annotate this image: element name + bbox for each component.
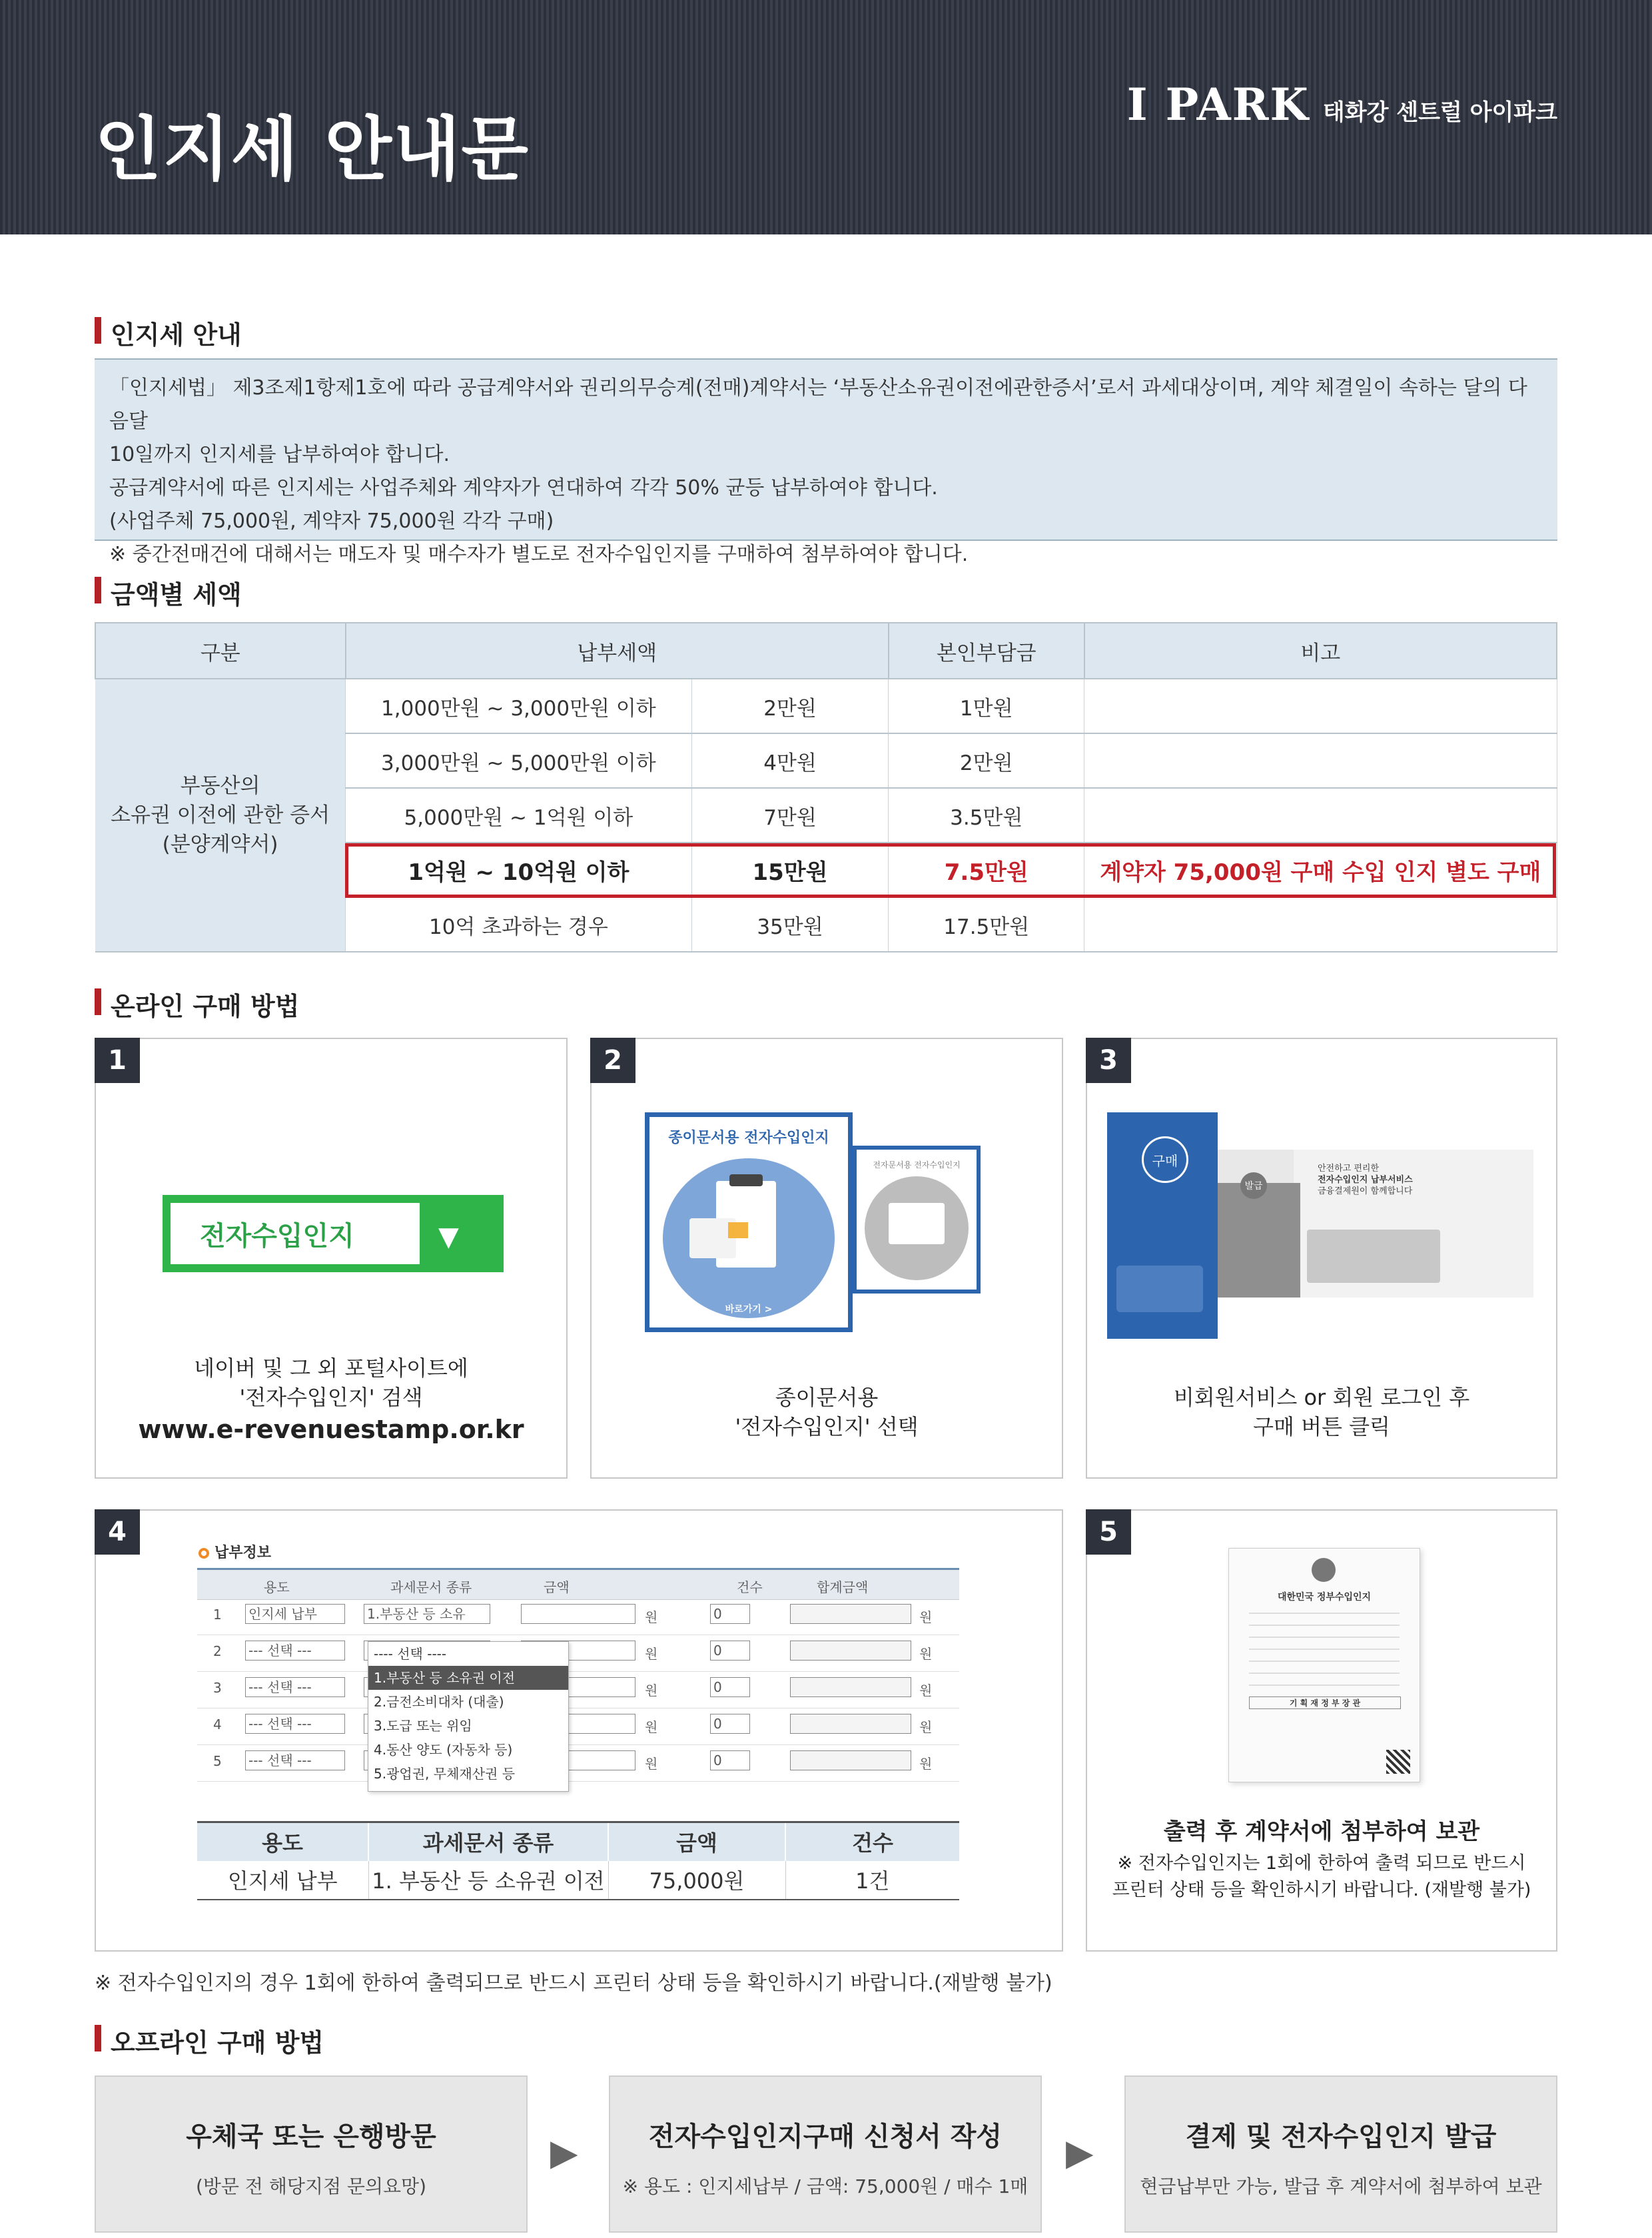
step-3 <box>1086 1038 1557 1479</box>
count-select[interactable]: 0 <box>710 1604 750 1624</box>
count-select[interactable]: 0 <box>710 1641 750 1661</box>
offline-title: 우체국 또는 은행방문 <box>186 2121 436 2152</box>
online-note: ※ 전자수입인지의 경우 1회에 한하여 출력되므로 반드시 프린터 상태 등을 확인하시기 바랍니다.(재발행 불가) <box>95 1972 1052 1995</box>
won-label: 원 <box>919 1756 933 1772</box>
summary-header: 용도 <box>197 1822 368 1861</box>
table-row <box>95 679 1557 733</box>
document-icon <box>865 1176 969 1280</box>
step-caption <box>1087 1383 1556 1441</box>
dropdown-option[interactable]: 5.광업권, 무체재산권 등 <box>374 1766 516 1782</box>
row-number: 4 <box>213 1716 222 1732</box>
issue-button[interactable]: 발급 <box>1240 1172 1267 1199</box>
section-title-offline: 오프라인 구매 방법 <box>95 2022 324 2059</box>
summary-value: 1건 <box>855 1868 890 1894</box>
use-select[interactable]: --- 선택 --- <box>245 1641 345 1661</box>
row-number: 5 <box>213 1753 222 1769</box>
row-number: 1 <box>213 1607 222 1623</box>
won-label: 원 <box>645 1682 658 1698</box>
caption-line: 프린터 상태 등을 확인하시기 바랍니다. (재발행 불가) <box>1112 1880 1531 1900</box>
step-4 <box>95 1509 1063 1952</box>
count-select[interactable]: 0 <box>710 1714 750 1734</box>
clipboard-icon <box>663 1158 835 1318</box>
brand-sub: 태화강 센트럴 아이파크 <box>1322 99 1557 126</box>
form-header: 과세문서 종류 <box>390 1579 472 1595</box>
category-line: 소유권 이전에 관한 증서 <box>111 803 330 827</box>
won-label: 원 <box>919 1609 933 1625</box>
brand <box>1127 79 1557 131</box>
form-header: 건수 <box>737 1579 763 1595</box>
caption-line: '전자수입인지' 선택 <box>735 1414 919 1439</box>
form-header: 금액 <box>544 1579 570 1595</box>
offline-title: 결제 및 전자수입인지 발급 <box>1185 2121 1497 2152</box>
offline-sub: 현금납부만 가능, 발급 후 계약서에 첨부하여 보관 <box>1140 2175 1542 2197</box>
go-link[interactable]: 바로가기 > <box>725 1304 773 1315</box>
stamp-document <box>1228 1548 1420 1782</box>
caption-line: 종이문서용 <box>775 1385 879 1410</box>
tax-cell: 4만원 <box>691 733 889 788</box>
category-line: (분양계약서) <box>162 833 278 857</box>
note-cell <box>1084 788 1557 843</box>
section-title-info: 인지세 안내 <box>95 314 242 351</box>
summary-value: 75,000원 <box>608 1861 785 1900</box>
range-cell: 1억원 ~ 10억원 이하 <box>346 843 692 897</box>
form-title-text: 납부정보 <box>214 1545 272 1561</box>
won-label: 원 <box>645 1756 658 1772</box>
qr-code-icon <box>1386 1750 1410 1774</box>
form-title <box>199 1541 271 1562</box>
step-1 <box>95 1038 568 1479</box>
form-row <box>197 1599 959 1635</box>
use-select[interactable]: --- 선택 --- <box>245 1714 345 1734</box>
summary-header: 건수 <box>852 1830 893 1856</box>
total-input <box>790 1641 911 1661</box>
use-select[interactable]: --- 선택 --- <box>245 1750 345 1770</box>
row-number: 2 <box>213 1643 222 1659</box>
arrow-right-icon: ▶ <box>1066 2131 1094 2173</box>
arrow-right-icon: ▶ <box>550 2131 578 2173</box>
buy-button[interactable]: 구매 <box>1142 1136 1188 1183</box>
search-label: 전자수입인지 <box>171 1203 420 1264</box>
info-line: 공급계약서에 따른 인지세는 사업주체와 계약자가 연대하여 각각 50% 균등 납부하여야 합니다. <box>109 476 938 500</box>
page-title: 인지세 안내문 <box>95 109 530 190</box>
buy-panel <box>1107 1112 1218 1339</box>
info-line: ※ 중간전매건에 대해서는 매도자 및 매수자가 별도로 전자수입인지를 구매하여 첨부하여야 합니다. <box>109 543 969 566</box>
range-cell: 3,000만원 ~ 5,000만원 이하 <box>346 733 692 788</box>
info-line: 「인지세법」 제3조제1항제1호에 따라 공급계약서와 권리의무승계(전매)계약서는 ‘부동산소유권이전에관한증서’로서 과세대상이며, 계약 체결일이 속하는 달의 다음달 <box>109 376 1527 433</box>
section-title-tax: 금액별 세액 <box>95 574 242 611</box>
self-cell: 7.5만원 <box>889 843 1084 897</box>
range-cell: 5,000만원 ~ 1억원 이하 <box>346 788 692 843</box>
tax-header: 비고 <box>1084 623 1557 679</box>
total-input <box>790 1714 911 1734</box>
form-rows <box>197 1599 959 1782</box>
caption-line: 비회원서비스 or 회원 로그인 후 <box>1173 1385 1470 1410</box>
paper-stamp-card[interactable] <box>645 1112 853 1332</box>
bullet-icon <box>199 1548 209 1559</box>
caption-line: 구매 버튼 클릭 <box>1253 1414 1390 1439</box>
step-5 <box>1086 1509 1557 1952</box>
dropdown-option[interactable]: ---- 선택 ---- <box>374 1646 447 1662</box>
use-select[interactable]: 인지세 납부 <box>245 1604 345 1624</box>
brand-logo: I PARK <box>1126 79 1310 131</box>
tax-header-row <box>95 623 1557 679</box>
summary-header: 과세문서 종류 <box>368 1822 608 1861</box>
dropdown-option[interactable]: 3.도급 또는 위임 <box>374 1718 472 1734</box>
step-number: 4 <box>95 1509 140 1555</box>
banner-line: 전자수입인지 납부서비스 <box>1318 1175 1413 1185</box>
banner-line: 금융결제원이 함께합니다 <box>1318 1186 1413 1196</box>
form-row <box>197 1708 959 1745</box>
offline-sub: (방문 전 해당지점 문의요망) <box>195 2175 427 2197</box>
dropdown-option[interactable]: 4.동산 양도 (자동차 등) <box>374 1742 513 1758</box>
row-number: 3 <box>213 1680 222 1696</box>
card-title: 종이문서용 전자수입인지 <box>668 1130 829 1146</box>
total-input <box>790 1677 911 1697</box>
step-number: 2 <box>590 1038 635 1083</box>
doc-footer: 기 획 재 정 부 장 관 <box>1249 1696 1401 1709</box>
note-cell: 계약자 75,000원 구매 수입 인지 별도 구매 <box>1084 843 1557 897</box>
step-caption <box>96 1353 566 1444</box>
step-number: 3 <box>1086 1038 1131 1083</box>
digital-stamp-card[interactable] <box>853 1146 981 1294</box>
self-cell: 2만원 <box>889 733 1084 788</box>
tax-header: 구분 <box>95 623 346 679</box>
tax-cell: 7만원 <box>691 788 889 843</box>
range-cell: 1,000만원 ~ 3,000만원 이하 <box>346 679 692 733</box>
dropdown-option[interactable]: 2.금전소비대차 (대출) <box>374 1694 504 1710</box>
offline-title: 전자수입인지구매 신청서 작성 <box>648 2121 1003 2152</box>
step-number: 5 <box>1086 1509 1131 1555</box>
step-caption <box>592 1383 1062 1441</box>
offline-sub: ※ 용도 : 인지세납부 / 금액: 75,000원 / 매수 1매 <box>622 2175 1029 2197</box>
amount-input[interactable] <box>521 1604 635 1624</box>
self-cell: 3.5만원 <box>889 788 1084 843</box>
emblem-icon <box>1312 1558 1336 1582</box>
offline-step-2 <box>609 2075 1042 2233</box>
tax-cell: 15만원 <box>691 843 889 897</box>
tax-header: 본인부담금 <box>889 623 1084 679</box>
range-cell: 10억 초과하는 경우 <box>346 897 692 952</box>
won-label: 원 <box>919 1682 933 1698</box>
summary-value: 1. 부동산 등 소유권 이전 <box>368 1861 608 1900</box>
summary-value: 인지세 납부 <box>197 1861 368 1900</box>
summary-header: 금액 <box>608 1822 785 1861</box>
caption-line: '전자수입인지' 검색 <box>239 1385 423 1410</box>
form-header: 합계금액 <box>817 1579 869 1595</box>
note-cell <box>1084 897 1557 952</box>
note-cell <box>1084 679 1557 733</box>
info-line: 10일까지 인지세를 납부하여야 합니다. <box>109 443 450 466</box>
form-row <box>197 1745 959 1782</box>
count-select[interactable]: 0 <box>710 1677 750 1697</box>
banner-text <box>1318 1163 1413 1197</box>
category-line: 부동산의 <box>180 774 260 798</box>
won-label: 원 <box>919 1646 933 1662</box>
info-line: (사업주체 75,000원, 계약자 75,000원 각각 구매) <box>109 510 554 533</box>
dropdown-option-selected[interactable]: 1.부동산 등 소유권 이전 <box>368 1666 568 1690</box>
dropdown-arrow-icon: ▼ <box>438 1222 459 1252</box>
step-2 <box>590 1038 1063 1479</box>
won-label: 원 <box>645 1609 658 1625</box>
offline-step-3 <box>1124 2075 1557 2233</box>
form-header-row <box>197 1570 959 1600</box>
step-number: 1 <box>95 1038 140 1083</box>
note-cell <box>1084 733 1557 788</box>
caption-title: 출력 후 계약서에 첨부하여 보관 <box>1163 1818 1480 1845</box>
total-input <box>790 1604 911 1624</box>
tax-category <box>95 679 346 952</box>
step-caption <box>1087 1817 1556 1904</box>
self-cell: 1만원 <box>889 679 1084 733</box>
tax-cell: 2만원 <box>691 679 889 733</box>
won-label: 원 <box>645 1646 658 1662</box>
info-box <box>95 358 1557 566</box>
search-box[interactable] <box>163 1195 504 1272</box>
won-label: 원 <box>645 1719 658 1735</box>
doc-title: 대한민국 정부수입인지 <box>1277 1592 1372 1603</box>
doc-select[interactable]: 1.부동산 등 소유 <box>364 1604 490 1624</box>
form-row <box>197 1672 959 1708</box>
caption-line: ※ 전자수입인지는 1회에 한하여 출력 되므로 반드시 <box>1117 1853 1526 1874</box>
use-select[interactable]: --- 선택 --- <box>245 1677 345 1697</box>
caption-line: 네이버 및 그 외 포털사이트에 <box>194 1355 468 1381</box>
banner-line: 안전하고 편리한 <box>1318 1164 1380 1174</box>
section-title-online: 온라인 구매 방법 <box>95 986 299 1022</box>
card-title: 전자문서용 전자수입인지 <box>873 1160 961 1170</box>
tax-cell: 35만원 <box>691 897 889 952</box>
tax-header: 납부세액 <box>346 623 889 679</box>
offline-step-1 <box>95 2075 528 2233</box>
tax-table <box>95 622 1557 952</box>
summary-table <box>197 1821 959 1900</box>
form-row <box>197 1635 959 1672</box>
form-header: 용도 <box>264 1579 290 1595</box>
site-url[interactable]: www.e-revenuestamp.or.kr <box>138 1415 524 1444</box>
self-cell: 17.5만원 <box>889 897 1084 952</box>
won-label: 원 <box>919 1719 933 1735</box>
page-header <box>0 0 1652 234</box>
doc-type-dropdown[interactable] <box>368 1641 569 1792</box>
count-select[interactable]: 0 <box>710 1750 750 1770</box>
total-input <box>790 1750 911 1770</box>
